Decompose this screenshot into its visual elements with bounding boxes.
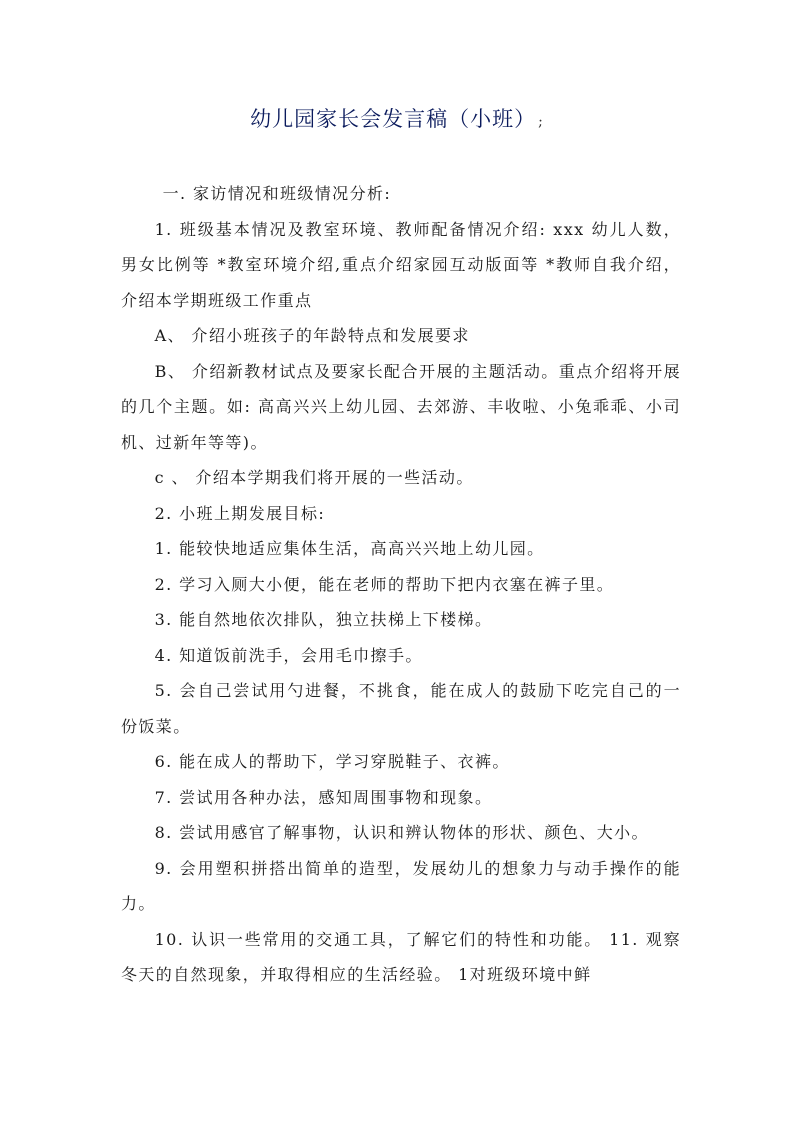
section-heading-2: 2. 小班上期发展目标: (154, 503, 326, 523)
title-mark: ; (538, 114, 544, 130)
goal-item-5: 5. 会自己尝试用勺进餐，不挑食，能在成人的鼓励下吃完自己的一份饭菜。 (121, 681, 681, 736)
paragraph-c: c 、 介绍本学期我们将开展的一些活动。 (154, 468, 474, 487)
goal-item-9: 9. 会用塑积拼搭出简单的造型，发展幼儿的想象力与动手操作的能力。 (121, 858, 681, 913)
section-heading-1: 一. 家访情况和班级情况分析: (162, 184, 392, 203)
title-text: 幼儿园家长会发言稿（小班） (250, 107, 537, 131)
goal-item-7: 7. 尝试用各种办法，感知周围事物和现象。 (154, 787, 493, 807)
goal-item-8: 8. 尝试用感官了解事物，认识和辨认物体的形状、颜色、大小。 (154, 823, 649, 842)
goal-item-1: 1. 能较快地适应集体生活，高高兴兴地上幼儿园。 (154, 539, 545, 558)
paragraph-class-info: 1. 班级基本情况及教室环境、教师配备情况介绍: xxx 幼儿人数，男女比例等 *教室环境介绍,重点介绍家园互动版面等 *教师自我介绍， 介绍本学期班级工作重点 (121, 219, 681, 310)
goal-item-6: 6. 能在成人的帮助下，学习穿脱鞋子、衣裤。 (154, 752, 510, 771)
paragraph-b: B、 介绍新教材试点及要家长配合开展的主题活动。重点介绍将开展的几个主题。如: 高高兴兴上幼儿园、去郊游、丰收啦、小兔乖乖、小司机、过新年等等)。 (121, 361, 681, 452)
goal-item-3: 3. 能自然地依次排队，独立扶梯上下楼梯。 (154, 610, 493, 629)
goal-item-2: 2. 学习入厕大小便，能在老师的帮助下把内衣塞在裤子里。 (154, 574, 615, 594)
goal-item-10-11: 10. 认识一些常用的交通工具，了解它们的特性和功能。 11. 观察冬天的自然现象，并取得相应的生活经验。 1对班级环境中鲜 (121, 929, 681, 984)
document-title (0, 103, 794, 133)
document-body (121, 176, 681, 993)
paragraph-a: A、 介绍小班孩子的年龄特点和发展要求 (154, 326, 470, 345)
goal-item-4: 4. 知道饭前洗手，会用毛巾擦手。 (154, 645, 423, 665)
